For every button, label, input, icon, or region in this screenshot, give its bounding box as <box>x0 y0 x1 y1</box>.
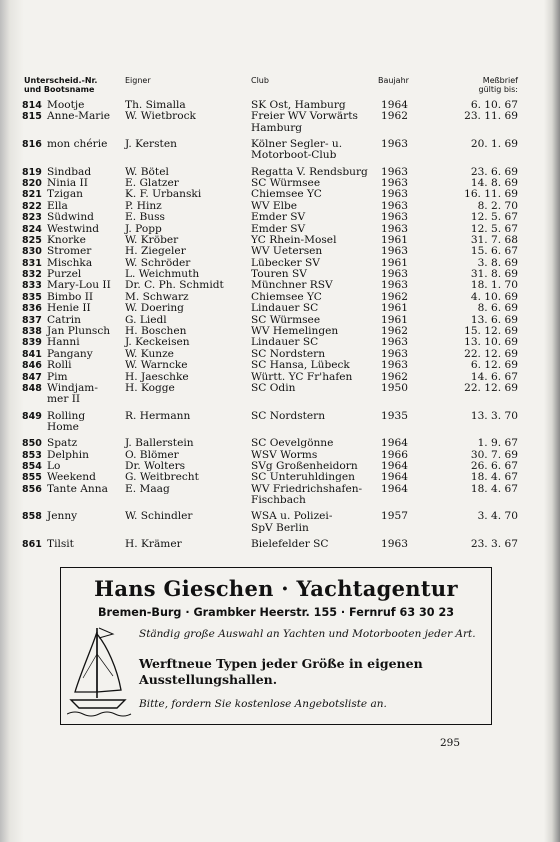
certificate-valid-until: 13. 10. 69 <box>464 336 518 349</box>
boat-number: 814 <box>22 100 42 111</box>
boat-number: 830 <box>22 246 42 258</box>
club-name: Bielefelder SC <box>251 537 329 550</box>
club-name: Emder SV <box>251 211 306 224</box>
build-year: 1963 <box>381 268 408 281</box>
boat-number: 833 <box>22 280 42 292</box>
build-year: 1963 <box>381 359 408 372</box>
club-name: Lübecker SV <box>251 256 320 269</box>
club-name: Freier WV Vorwärts Hamburg <box>251 110 358 134</box>
certificate-valid-until: 20. 1. 69 <box>470 137 518 150</box>
club-name: SC Würmsee <box>251 313 321 326</box>
club-name: SC Nordstern <box>251 347 326 360</box>
ad-title: Hans Gieschen · Yachtagentur <box>94 576 458 601</box>
boat-name: Catrin <box>47 313 81 326</box>
owner-name: L. Weichmuth <box>125 268 200 281</box>
build-year: 1963 <box>381 537 408 550</box>
build-year: 1963 <box>381 137 408 150</box>
club-name: Kölner Segler- u. Motorboot-Club <box>251 137 343 162</box>
owner-name: Th. Simalla <box>125 99 186 111</box>
owner-name: W. Kröber <box>125 233 179 246</box>
owner-name: H. Ziegeler <box>125 245 186 258</box>
ad-line-request-list: Bitte, fordern Sie kostenlose Angebotsliste an. <box>139 698 387 710</box>
certificate-valid-until: 8. 2. 70 <box>477 199 518 212</box>
owner-name: Dr. C. Ph. Schmidt <box>125 279 224 292</box>
owner-name: W. Bötel <box>125 165 169 178</box>
build-year: 1963 <box>381 347 408 360</box>
club-name: Chiemsee YC <box>251 290 322 303</box>
certificate-valid-until: 26. 6. 67 <box>470 459 518 472</box>
owner-name: W. Doering <box>125 302 184 315</box>
certificate-valid-until: 16. 11. 69 <box>464 188 518 201</box>
owner-name: W. Schröder <box>125 256 191 269</box>
boat-number: 839 <box>22 337 42 349</box>
boat-number: 836 <box>22 303 42 315</box>
table-row <box>0 539 560 550</box>
build-year: 1962 <box>381 325 408 338</box>
table-row <box>0 246 560 257</box>
boat-name: Mootje <box>47 99 85 111</box>
boat-name: Spatz <box>47 437 78 450</box>
owner-name: W. Schindler <box>125 510 193 523</box>
owner-name: W. Warncke <box>125 359 188 372</box>
boat-number: 816 <box>22 138 42 150</box>
club-name: WV Elbe <box>251 199 298 212</box>
boat-name: Stromer <box>47 245 92 258</box>
owner-name: H. Boschen <box>125 325 187 338</box>
owner-name: W. Kunze <box>125 347 174 360</box>
build-year: 1963 <box>381 199 408 212</box>
build-year: 1963 <box>381 188 408 201</box>
certificate-valid-until: 23. 3. 67 <box>470 537 518 550</box>
club-name: WSV Worms <box>251 448 318 461</box>
header-boat-number <box>24 76 114 94</box>
table-row <box>0 511 560 534</box>
boat-number: 855 <box>22 472 42 484</box>
boat-name: Windjam- mer II <box>47 382 98 406</box>
certificate-valid-until: 14. 8. 69 <box>470 176 518 189</box>
certificate-valid-until: 18. 1. 70 <box>470 279 518 292</box>
page-number: 295 <box>440 737 461 749</box>
club-name: WSA u. Polizei- SpV Berlin <box>251 510 333 534</box>
boat-number: 825 <box>22 234 42 246</box>
boat-number: 861 <box>22 538 42 550</box>
club-name: SVg Großenheidorn <box>251 459 358 472</box>
build-year: 1950 <box>381 382 408 394</box>
table-row <box>0 303 560 314</box>
certificate-valid-until: 8. 6. 69 <box>477 302 518 315</box>
header-nr-line2: und Bootsname <box>24 85 95 94</box>
club-name: Münchner RSV <box>251 279 333 292</box>
boat-number: 819 <box>22 166 42 178</box>
club-name: YC Rhein-Mosel <box>251 233 337 246</box>
certificate-valid-until: 13. 6. 69 <box>470 313 518 326</box>
build-year: 1964 <box>381 471 408 484</box>
owner-name: E. Glatzer <box>125 176 179 189</box>
advertisement-box <box>60 567 492 725</box>
boat-name: Purzel <box>47 268 82 281</box>
boat-name: mon chérie <box>47 137 108 150</box>
boat-number: 838 <box>22 326 42 338</box>
boat-name: Weekend <box>47 471 96 484</box>
boat-number: 824 <box>22 223 42 235</box>
boat-number: 846 <box>22 360 42 372</box>
build-year: 1963 <box>381 211 408 224</box>
sailboat-icon <box>67 624 133 720</box>
boat-name: Westwind <box>47 222 100 235</box>
build-year: 1962 <box>381 290 408 303</box>
owner-name: J. Ballerstein <box>125 437 194 450</box>
owner-name: M. Schwarz <box>125 290 189 303</box>
boat-name: Rolling Home <box>47 409 86 433</box>
boat-name: Rolli <box>47 359 72 372</box>
build-year: 1957 <box>381 510 408 523</box>
owner-name: H. Kogge <box>125 382 175 394</box>
boat-number: 858 <box>22 511 42 523</box>
club-name: Touren SV <box>251 268 307 281</box>
boat-name: Südwind <box>47 211 94 224</box>
build-year: 1964 <box>381 99 408 111</box>
build-year: 1966 <box>381 448 408 461</box>
boat-number: 849 <box>22 410 42 422</box>
certificate-valid-until: 6. 10. 67 <box>470 99 518 111</box>
build-year: 1961 <box>381 313 408 326</box>
club-name: Württ. YC Fr'hafen <box>251 370 353 383</box>
build-year: 1964 <box>381 482 408 495</box>
boat-number: 820 <box>22 177 42 189</box>
owner-name: E. Maag <box>125 482 170 495</box>
club-name: Regatta V. Rendsburg <box>251 165 368 178</box>
boat-name: Jan Plunsch <box>47 325 111 338</box>
certificate-valid-until: 1. 9. 67 <box>477 437 518 450</box>
certificate-valid-until: 22. 12. 69 <box>464 382 518 394</box>
boat-number: 823 <box>22 212 42 224</box>
boat-name: Henie II <box>47 302 91 315</box>
boat-number: 853 <box>22 449 42 461</box>
header-club: Club <box>251 76 269 85</box>
certificate-valid-until: 23. 6. 69 <box>470 165 518 178</box>
table-row <box>0 212 560 223</box>
boat-name: Jenny <box>47 510 78 523</box>
certificate-valid-until: 15. 6. 67 <box>470 245 518 258</box>
build-year: 1963 <box>381 165 408 178</box>
boat-name: Knorke <box>47 233 86 246</box>
boat-number: 832 <box>22 269 42 281</box>
club-name: WV Friedrichshafen- Fischbach <box>251 482 363 507</box>
boat-number: 835 <box>22 291 42 303</box>
boat-name: Anne-Marie <box>47 110 111 123</box>
build-year: 1964 <box>381 459 408 472</box>
boat-number: 854 <box>22 460 42 472</box>
owner-name: H. Krämer <box>125 537 182 550</box>
club-name: Lindauer SC <box>251 336 319 349</box>
build-year: 1935 <box>381 409 408 422</box>
boat-name: Delphin <box>47 448 89 461</box>
build-year: 1963 <box>381 222 408 235</box>
club-name: SC Oevelgönne <box>251 437 334 450</box>
club-name: Lindauer SC <box>251 302 319 315</box>
club-name: SC Nordstern <box>251 409 326 422</box>
table-row <box>0 438 560 449</box>
header-year: Baujahr <box>378 76 409 85</box>
table-row <box>0 484 560 507</box>
table-row <box>0 360 560 371</box>
owner-name: J. Keckeisen <box>125 336 190 349</box>
ad-line-showrooms: Werftneue Typen jeder Größe in eigenen Ausstellungshallen. <box>139 656 423 687</box>
certificate-valid-until: 31. 7. 68 <box>470 233 518 246</box>
build-year: 1962 <box>381 110 408 123</box>
certificate-valid-until: 18. 4. 67 <box>470 471 518 484</box>
header-certificate <box>424 76 518 94</box>
club-name: WV Uetersen <box>251 245 323 258</box>
boat-name: Ninia II <box>47 176 88 189</box>
ad-address: Bremen-Burg · Grambker Heerstr. 155 · Fernruf 63 30 23 <box>97 606 455 619</box>
certificate-valid-until: 30. 7. 69 <box>470 448 518 461</box>
build-year: 1963 <box>381 279 408 292</box>
build-year: 1963 <box>381 336 408 349</box>
boat-number: 815 <box>22 111 42 123</box>
header-nr-line1: Unterscheid.-Nr. <box>24 76 98 85</box>
owner-name: Dr. Wolters <box>125 459 186 472</box>
certificate-valid-until: 15. 12. 69 <box>464 325 518 338</box>
owner-name: K. F. Urbanski <box>125 188 202 201</box>
boat-number: 837 <box>22 314 42 326</box>
certificate-valid-until: 12. 5. 67 <box>470 211 518 224</box>
boat-number: 847 <box>22 371 42 383</box>
certificate-valid-until: 22. 12. 69 <box>464 347 518 360</box>
header-cert-line2: gültig bis: <box>478 85 518 94</box>
table-row <box>0 111 560 134</box>
boat-number: 841 <box>22 348 42 360</box>
certificate-valid-until: 3. 8. 69 <box>477 256 518 269</box>
boat-name: Tante Anna <box>47 482 108 495</box>
owner-name: G. Weitbrecht <box>125 471 199 484</box>
build-year: 1961 <box>381 233 408 246</box>
owner-name: R. Hermann <box>125 409 191 422</box>
boat-name: Pangany <box>47 347 93 360</box>
boat-name: Mischka <box>47 256 93 269</box>
boat-number: 850 <box>22 438 42 450</box>
boat-name: Bimbo II <box>47 290 94 303</box>
boat-number: 831 <box>22 257 42 269</box>
boat-number: 856 <box>22 483 42 495</box>
club-name: SC Hansa, Lübeck <box>251 359 350 372</box>
build-year: 1963 <box>381 176 408 189</box>
build-year: 1962 <box>381 370 408 383</box>
build-year: 1964 <box>381 437 408 450</box>
boat-number: 821 <box>22 189 42 201</box>
certificate-valid-until: 12. 5. 67 <box>470 222 518 235</box>
certificate-valid-until: 4. 10. 69 <box>470 290 518 303</box>
owner-name: H. Jaeschke <box>125 370 189 383</box>
header-cert-line1: Meßbrief <box>482 76 518 85</box>
owner-name: O. Blömer <box>125 448 179 461</box>
boat-name: Hanni <box>47 336 80 349</box>
boat-number: 848 <box>22 383 42 394</box>
owner-name: J. Popp <box>125 222 162 235</box>
certificate-valid-until: 18. 4. 67 <box>470 482 518 495</box>
boat-number: 822 <box>22 200 42 212</box>
build-year: 1963 <box>381 245 408 258</box>
certificate-valid-until: 14. 6. 67 <box>470 370 518 383</box>
certificate-valid-until: 3. 4. 70 <box>477 510 518 523</box>
certificate-valid-until: 23. 11. 69 <box>464 110 518 123</box>
owner-name: W. Wietbrock <box>125 110 196 123</box>
owner-name: G. Liedl <box>125 313 167 326</box>
certificate-valid-until: 13. 3. 70 <box>470 409 518 422</box>
club-name: SC Würmsee <box>251 176 321 189</box>
club-name: SC Unteruhldingen <box>251 471 355 484</box>
table-row <box>0 411 560 434</box>
club-name: SK Ost, Hamburg <box>251 99 346 111</box>
build-year: 1961 <box>381 302 408 315</box>
boat-name: Lo <box>47 459 61 472</box>
table-row <box>0 139 560 162</box>
owner-name: J. Kersten <box>125 137 177 150</box>
build-year: 1961 <box>381 256 408 269</box>
club-name: Chiemsee YC <box>251 188 322 201</box>
boat-register-table <box>0 100 560 550</box>
boat-name: Mary-Lou II <box>47 279 111 292</box>
boat-name: Sindbad <box>47 165 92 178</box>
ad-line-selection: Ständig große Auswahl an Yachten und Motorbooten jeder Art. <box>139 628 476 640</box>
club-name: SC Odin <box>251 382 296 394</box>
club-name: WV Hemelingen <box>251 325 339 338</box>
header-owner: Eigner <box>125 76 151 85</box>
owner-name: E. Buss <box>125 211 165 224</box>
club-name: Emder SV <box>251 222 306 235</box>
certificate-valid-until: 31. 8. 69 <box>470 268 518 281</box>
certificate-valid-until: 6. 12. 69 <box>470 359 518 372</box>
boat-name: Pim <box>47 370 68 383</box>
boat-name: Ella <box>47 199 68 212</box>
owner-name: P. Hinz <box>125 199 162 212</box>
boat-name: Tzigan <box>47 188 83 201</box>
boat-name: Tilsit <box>47 537 74 550</box>
table-row <box>0 383 560 406</box>
